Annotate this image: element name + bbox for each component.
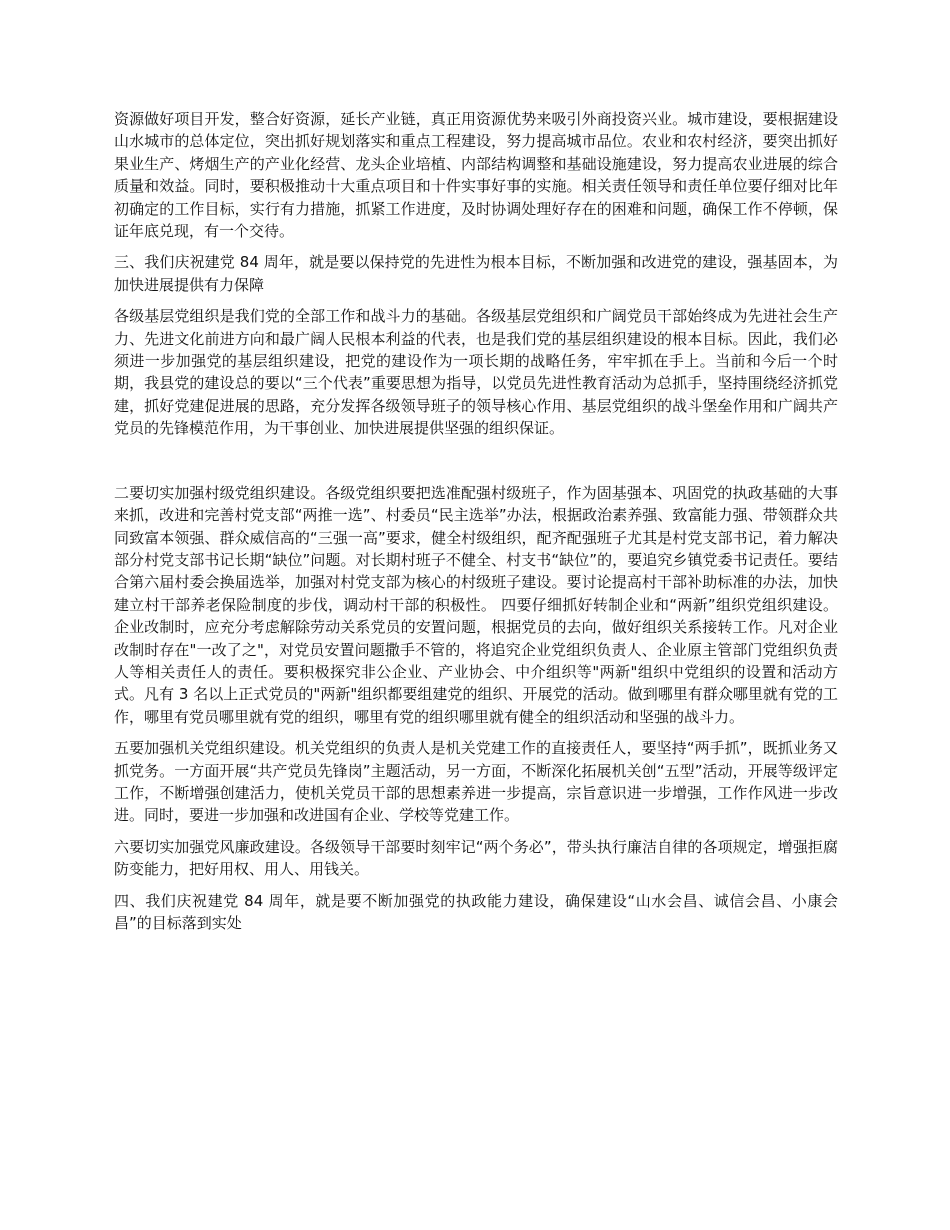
blank-spacer: [114, 449, 838, 482]
paragraph-organ-party-building: 五要加强机关党组织建设。机关党组织的负责人是机关党建工作的直接责任人，要坚持“两手抓”，既抓业务又抓党务。一方面开展“共产党员先锋岗”主题活动，另一方面，不断深化拓展机关创“五型”活动，开展等级评定工作，不断增强创建活力，使机关党员干部的思想素养进一步提高，宗旨意识进一步增强，工作作风进一步改进。同时，要进一步加强和改进国有企业、学校等党建工作。: [114, 739, 838, 825]
paragraph-urban-rural-development: 资源做好项目开发，整合好资源，延长产业链，真正用资源优势来吸引外商投资兴业。城市建设，要根据建设山水城市的总体定位，突出抓好规划落实和重点工程建设，努力提高城市品位。农业和农村经济，要突出抓好果业生产、烤烟生产的产业化经营、龙头企业培植、内部结构调整和基础设施建设，努力提高农业进展的综合质量和效益。同时，要积极推动十大重点项目和十件实事好事的实施。相关责任领导和责任单位要仔细对比年初确定的工作目标，实行有力措施，抓紧工作进度，及时协调处理好存在的困难和问题，确保工作不停顿，保证年底兑现，有一个交待。: [114, 110, 838, 241]
paragraph-village-party-building: 二要切实加强村级党组织建设。各级党组织要把选准配强村级班子，作为固基强本、巩固党的执政基础的大事来抓，改进和完善村党支部“两推一选”、村委员“民主选举”办法，根据政治素养强、致富能力强、带领群众共同致富本领强、群众威信高的“三强一高”要求，健全村级组织，配齐配强班子尤其是村党支部书记，着力解决部分村党支部书记长期“缺位”问题。对长期村班子不健全、村支书“缺位”的，要追究乡镇党委书记责任。要结合第六届村委会换届选举，加强对村党支部为核心的村级班子建设。要讨论提高村干部补助标准的办法，加快建立村干部养老保险制度的步伐，调动村干部的积极性。 四要仔细抓好转制企业和“两新”组织党组织建设。企业改制时，应充分考虑解除劳动关系党员的安置问题，根据党员的去向，做好组织关系接转工作。凡对企业改制时存在"一改了之"，对党员安置问题撒手不管的，将追究企业党组织负责人、企业原主管部门党组织负责人等相关责任人的责任。要积极探究非公企业、产业协会、中介组织等"两新"组织中党组织的设置和活动方式。凡有 3 名以上正式党员的"两新"组织都要组建党的组织、开展党的活动。做到哪里有群众哪里就有党的工作，哪里有党员哪里就有党的组织，哪里有党的组织哪里就有健全的组织活动和坚强的战斗力。: [114, 483, 838, 726]
paragraph-grassroots-organization: 各级基层党组织是我们党的全部工作和战斗力的基础。各级基层党组织和广阔党员干部始终成为先进社会生产力、先进文化前进方向和最广阔人民根本利益的代表，也是我们党的基层组织建设的根本目标。因此，我们必须进一步加强党的基层组织建设，把党的建设作为一项长期的战略任务，牢牢抓在手上。当前和今后一个时期，我县党的建设总的要以“三个代表”重要思想为指导，以党员先进性教育活动为总抓手，坚持围绕经济抓党建，抓好党建促进展的思路，充分发挥各级领导班子的领导核心作用、基层党组织的战斗堡垒作用和广阔共产党员的先锋模范作用，为干事创业、加快进展提供坚强的组织保证。: [114, 307, 838, 438]
section-heading-three: 三、我们庆祝建党 84 周年，就是要以保持党的先进性为根本目标，不断加强和改进党的建设，强基固本，为加快进展提供有力保障: [114, 253, 838, 294]
paragraph-clean-governance: 六要切实加强党风廉政建设。各级领导干部要时刻牢记“两个务必”，带头执行廉洁自律的各项规定，增强拒腐防变能力，把好用权、用人、用钱关。: [114, 837, 838, 879]
document-page: [114, 108, 838, 943]
section-heading-four: 四、我们庆祝建党 84 周年，就是要不断加强党的执政能力建设，确保建设“山水会昌、诚信会昌、小康会昌”的目标落到实处: [114, 891, 838, 932]
